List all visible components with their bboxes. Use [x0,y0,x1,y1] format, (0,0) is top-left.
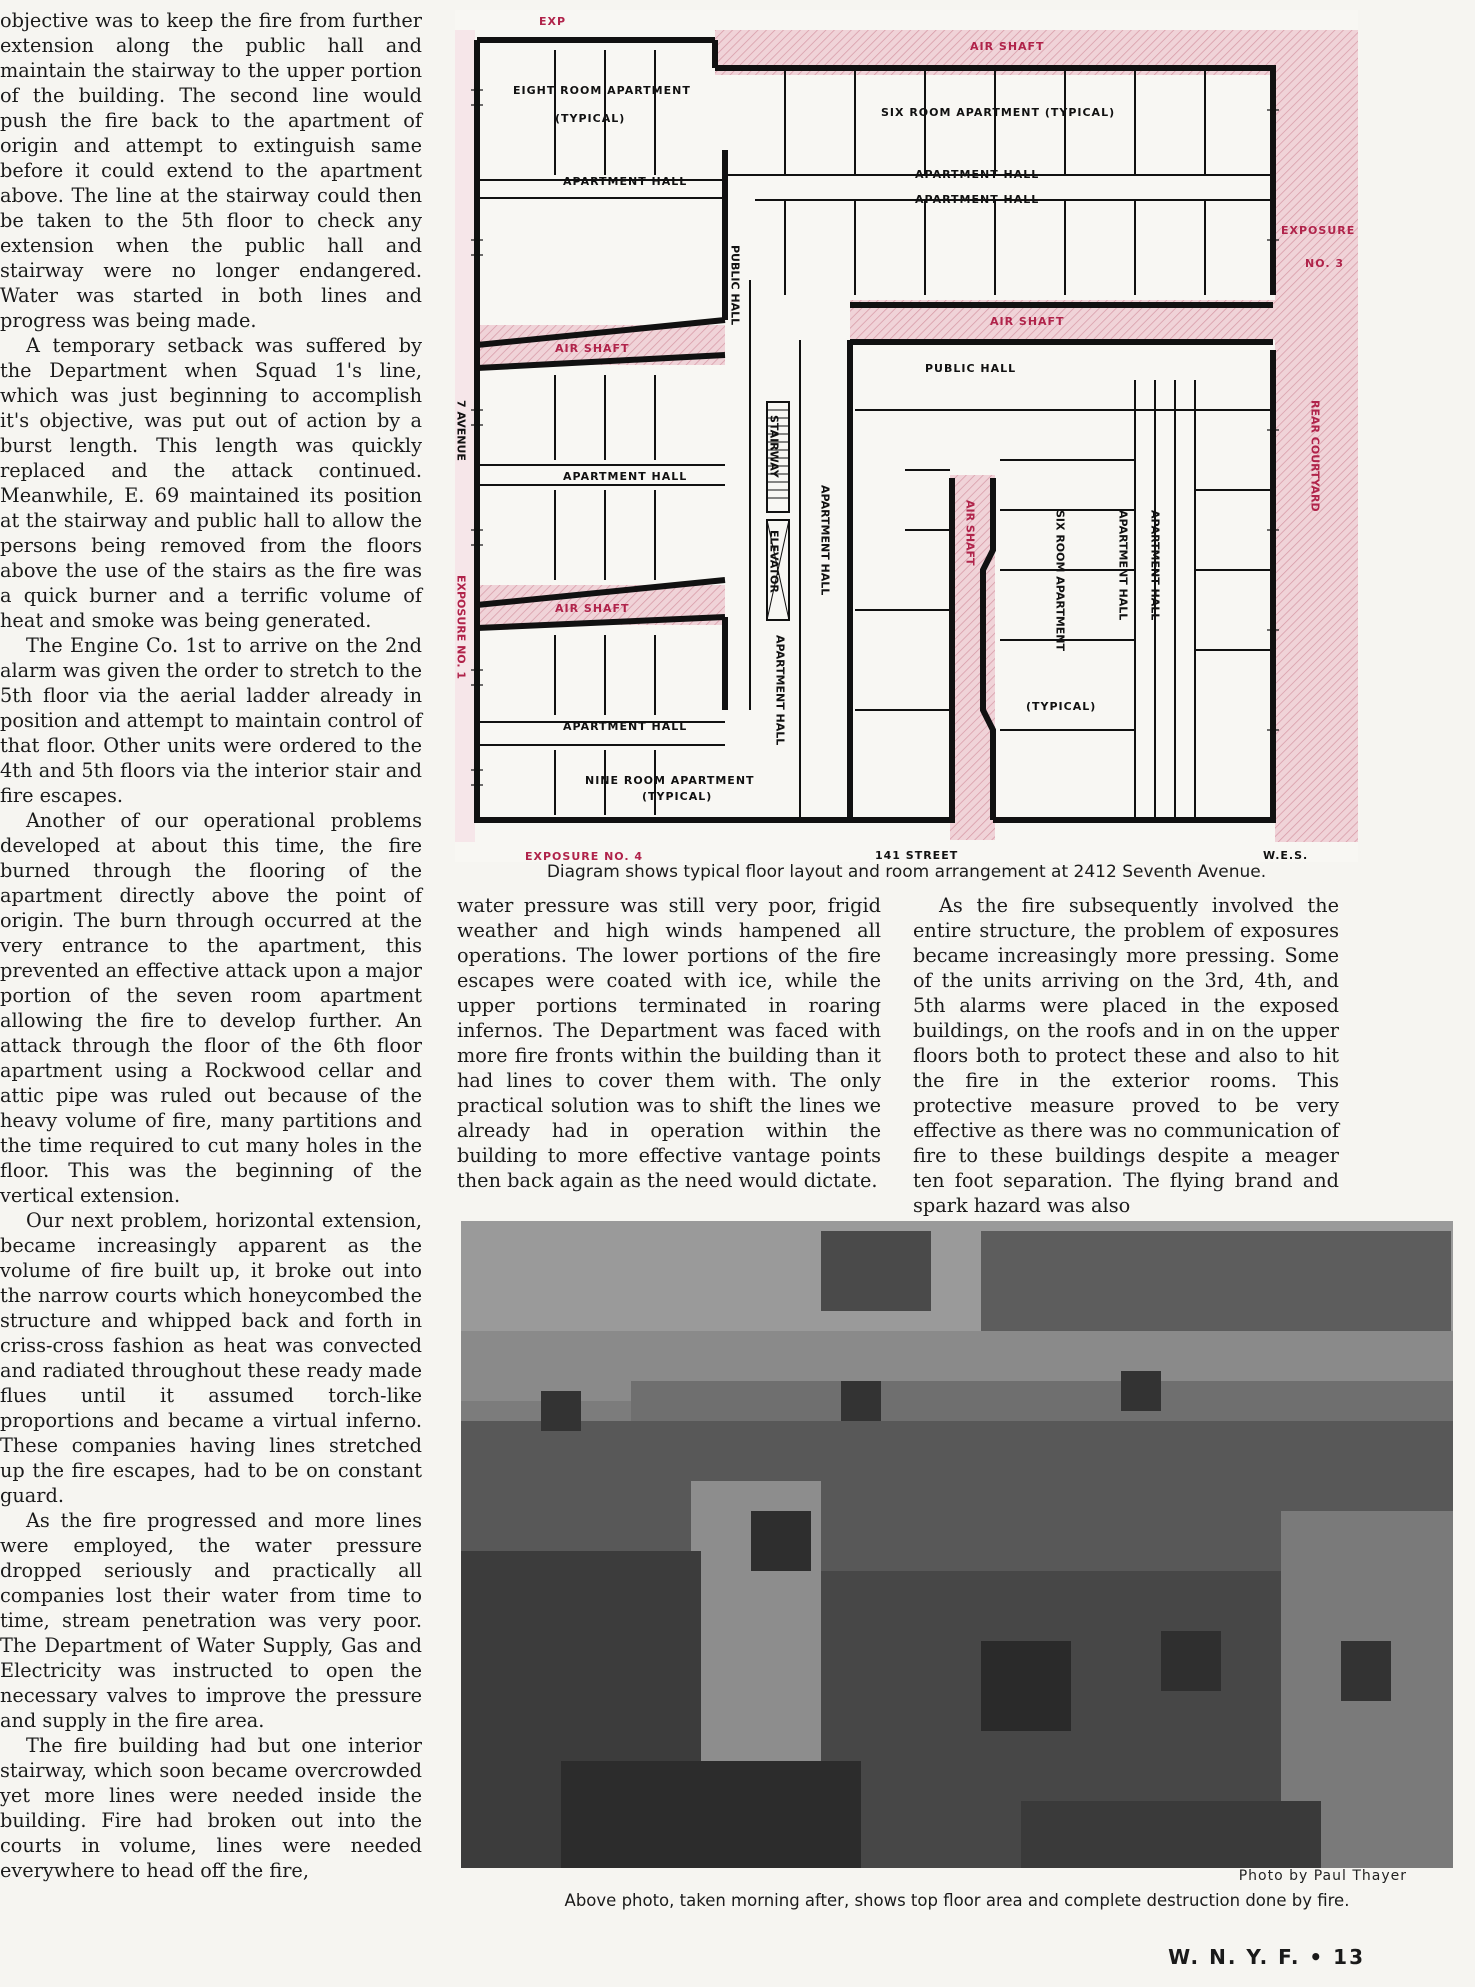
air-shaft-label: AIR SHAFT [990,315,1065,328]
rear-courtyard-label: REAR COURTYARD [1308,400,1322,512]
six-room-typical-label: SIX ROOM APARTMENT (TYPICAL) [881,106,1116,119]
photo-credit: Photo by Paul Thayer [1238,1868,1407,1884]
top-exposure-label: EXP [539,15,567,28]
public-hall-label: PUBLIC HALL [925,362,1017,375]
air-shaft-label: AIR SHAFT [970,40,1045,53]
photo-caption: Above photo, taken morning after, shows top floor area and complete destruction done by fire. [564,1891,1350,1910]
floor-plan-diagram [455,10,1358,862]
public-hall-vertical-label: PUBLIC HALL [728,245,742,326]
apartment-hall-vertical-label: APARTMENT HALL [773,635,787,746]
right-column [913,893,1339,1218]
elevator-label: ELEVATOR [767,530,781,593]
typical-label: (TYPICAL) [555,112,626,125]
six-room-apartment-vertical-label: SIX ROOM APARTMENT [1053,510,1067,652]
paragraph: A temporary setback was suffered by the Department when Squad 1's line, which was just beginning to accomplish it's objective, was put out of action by a burst length. This length was quickly replaced and the attack continued. Meanwhile, E. 69 maintained its position at the stairway and public hall to allow the persons being removed from the floors above the use of the stairs as the fire was a quick burner and a terrific volume of heat and smoke was being generated. [0,334,422,632]
apartment-hall-label: APARTMENT HALL [915,193,1040,206]
exposure-1-label: EXPOSURE NO. 1 [455,575,468,680]
paragraph: The Engine Co. 1st to arrive on the 2nd alarm was given the order to stretch to the 5th floor via the aerial ladder already in position and attempt to maintain control of that floor. Other units were ordered to the 4th and 5th floors via the interior stair and fire escapes. [0,634,422,807]
middle-column [457,893,881,1193]
stairway-label: STAIRWAY [767,415,781,478]
initials-label: W.E.S. [1263,849,1309,862]
apartment-hall-label: APARTMENT HALL [563,720,688,733]
aftermath-photo [461,1221,1453,1868]
apartment-hall-label: APARTMENT HALL [563,175,688,188]
apartment-hall-label: APARTMENT HALL [563,470,688,483]
apartment-hall-label: APARTMENT HALL [915,168,1040,181]
paragraph: Another of our operational problems developed at about this time, the fire burned through the flooring of the apartment directly above the point of origin. The burn through occurred at the very entrance to the apartment, this prevented an effective attack upon a major portion of the seven room apartment allowing the fire to develop further. An attack through the floor of the 6th floor apartment using a Rockwood cellar and attic pipe was ruled out because of the heavy volume of fire, many partitions and the time required to cut many holes in the floor. This was the beginning of the vertical extension. [0,809,422,1207]
typical-label: (TYPICAL) [642,790,713,803]
exposure-3-label: EXPOSURE [1281,224,1356,237]
nine-room-label: NINE ROOM APARTMENT [585,774,755,787]
paragraph: As the fire progressed and more lines were employed, the water pressure dropped seriously and practically all companies lost their water from time to time, stream penetration was very poor. The Department of Water Supply, Gas and Electricity was instructed to open the necessary valves to improve the pressure and supply in the fire area. [0,1509,422,1732]
paragraph: water pressure was still very poor, frigid weather and high winds hampened all operations. The lower portions of the fire escapes were coated with ice, while the upper portions terminated in roaring infernos. The Department was faced with more fire fronts within the building than it had lines to cover them with. The only practical solution was to shift the lines we already had in operation within the building to more effective vantage points then back again as the need would dictate. [457,894,881,1192]
paragraph: Our next problem, horizontal extension, became increasingly apparent as the volume of fire built up, it broke out into the narrow courts which honeycombed the structure and whipped back and forth in criss-cross fashion as heat was convected and radiated throughout these ready made flues until it assumed torch-like proportions and became a virtual inferno. These companies having lines stretched up the fire escapes, had to be on constant guard. [0,1209,422,1507]
paragraph: objective was to keep the fire from further extension along the public hall and maintain the stairway to the upper portion of the building. The second line would push the fire back to the apartment of origin and attempt to extinguish same before it could extend to the apartment above. The line at the stairway could then be taken to the 5th floor to check any extension when the public hall and stairway were no longer endangered. Water was started in both lines and progress was being made. [0,9,422,332]
street-label: 141 STREET [875,849,959,862]
apartment-hall-vertical-label: APARTMENT HALL [1148,510,1162,621]
paragraph: The fire building had but one interior stairway, which soon became overcrowded yet more lines were needed inside the building. Fire had broken out into the courts in volume, lines were needed everywhere to head off the fire, [0,1734,422,1882]
diagram-caption: Diagram shows typical floor layout and room arrangement at 2412 Seventh Avenue. [546,862,1267,882]
air-shaft-vertical-label: AIR SHAFT [963,500,977,566]
eight-room-label: EIGHT ROOM APARTMENT [513,84,691,97]
apartment-hall-vertical-label: APARTMENT HALL [818,485,832,596]
page-footer: W. N. Y. F. • 13 [1168,1945,1365,1969]
air-shaft-label: AIR SHAFT [555,342,630,355]
seventh-avenue-label: 7 AVENUE [455,400,468,461]
exposure-3-number: NO. 3 [1305,257,1344,270]
left-column [0,8,422,1883]
typical-label: (TYPICAL) [1026,700,1097,713]
exposure-4-label: EXPOSURE NO. 4 [525,850,644,862]
paragraph: As the fire subsequently involved the entire structure, the problem of exposures became increasingly more pressing. Some of the units arriving on the 3rd, 4th, and 5th alarms were placed in the exposed buildings, on the roofs and in on the upper floors both to protect these and also to hit the fire in the exterior rooms. This protective measure proved to be very effective as there was no communication of fire to these buildings despite a meager ten foot separation. The flying brand and spark hazard was also [913,894,1339,1217]
apartment-hall-vertical-label: APARTMENT HALL [1116,510,1130,621]
air-shaft-label: AIR SHAFT [555,602,630,615]
